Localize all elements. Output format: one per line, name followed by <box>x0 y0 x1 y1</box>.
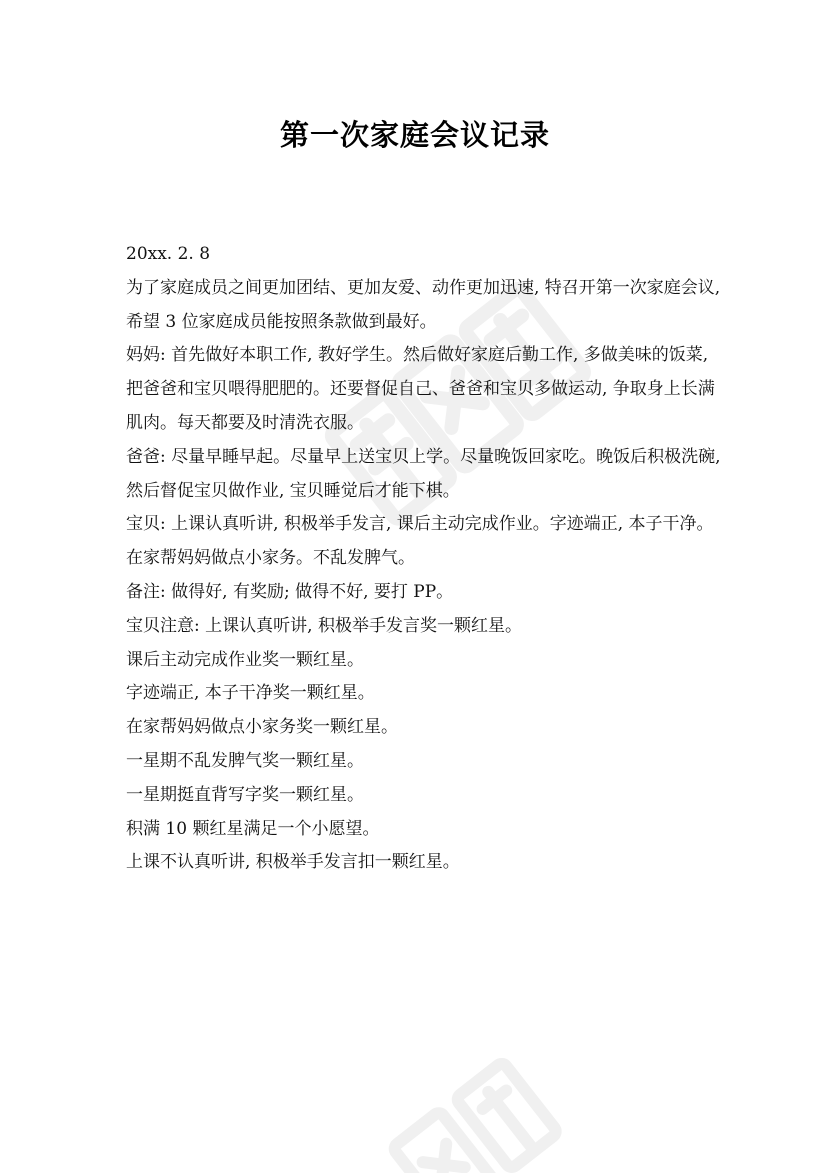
paragraph-line: 积满 10 颗红星满足一个小愿望。 <box>126 818 380 839</box>
paragraph-line: 妈妈: 首先做好本职工作, 教好学生。然后做好家庭后勤工作, 多做美味的饭菜, <box>126 345 709 366</box>
paragraph-line: 肌肉。每天都要及时清洗衣服。 <box>126 412 364 433</box>
paragraph-line: 在家帮妈妈做点小家务奖一颗红星。 <box>126 717 398 738</box>
document-body <box>126 238 721 880</box>
paragraph-line: 字迹端正, 本子干净奖一颗红星。 <box>126 683 375 704</box>
paragraph-line: 一星期不乱发脾气奖一颗红星。 <box>126 750 364 771</box>
paragraph-line: 宝贝注意: 上课认真听讲, 积极举手发言奖一颗红星。 <box>126 615 522 636</box>
document-title: 第一次家庭会议记录 <box>279 118 550 152</box>
watermark-logo-icon <box>380 1040 580 1173</box>
paragraph-line: 把爸爸和宝贝喂得肥肥的。还要督促自己、爸爸和宝贝多做运动, 争取身上长满 <box>126 379 715 400</box>
paragraph-line: 在家帮妈妈做点小家务。不乱发脾气。 <box>126 548 415 569</box>
paragraph-line: 然后督促宝贝做作业, 宝贝睡觉后才能下棋。 <box>126 480 460 501</box>
paragraph-line: 一星期挺直背写字奖一颗红星。 <box>126 784 364 805</box>
date-line: 20xx. 2. 8 <box>126 244 211 264</box>
paragraph-line: 希望 3 位家庭成员能按照条款做到最好。 <box>126 311 437 332</box>
paragraph-line: 爸爸: 尽量早睡早起。尽量早上送宝贝上学。尽量晚饭回家吃。晚饭后积极洗碗, <box>126 446 721 467</box>
paragraph-line: 备注: 做得好, 有奖励; 做得不好, 要打 PP。 <box>126 581 454 602</box>
paragraph-line: 为了家庭成员之间更加团结、更加友爱、动作更加迅速, 特召开第一次家庭会议, <box>126 277 721 298</box>
paragraph-line: 上课不认真听讲, 积极举手发言扣一颗红星。 <box>126 852 460 873</box>
paragraph-line: 宝贝: 上课认真听讲, 积极举手发言, 课后主动完成作业。字迹端正, 本子干净。 <box>126 514 714 535</box>
paragraph-line: 课后主动完成作业奖一颗红星。 <box>126 649 364 670</box>
